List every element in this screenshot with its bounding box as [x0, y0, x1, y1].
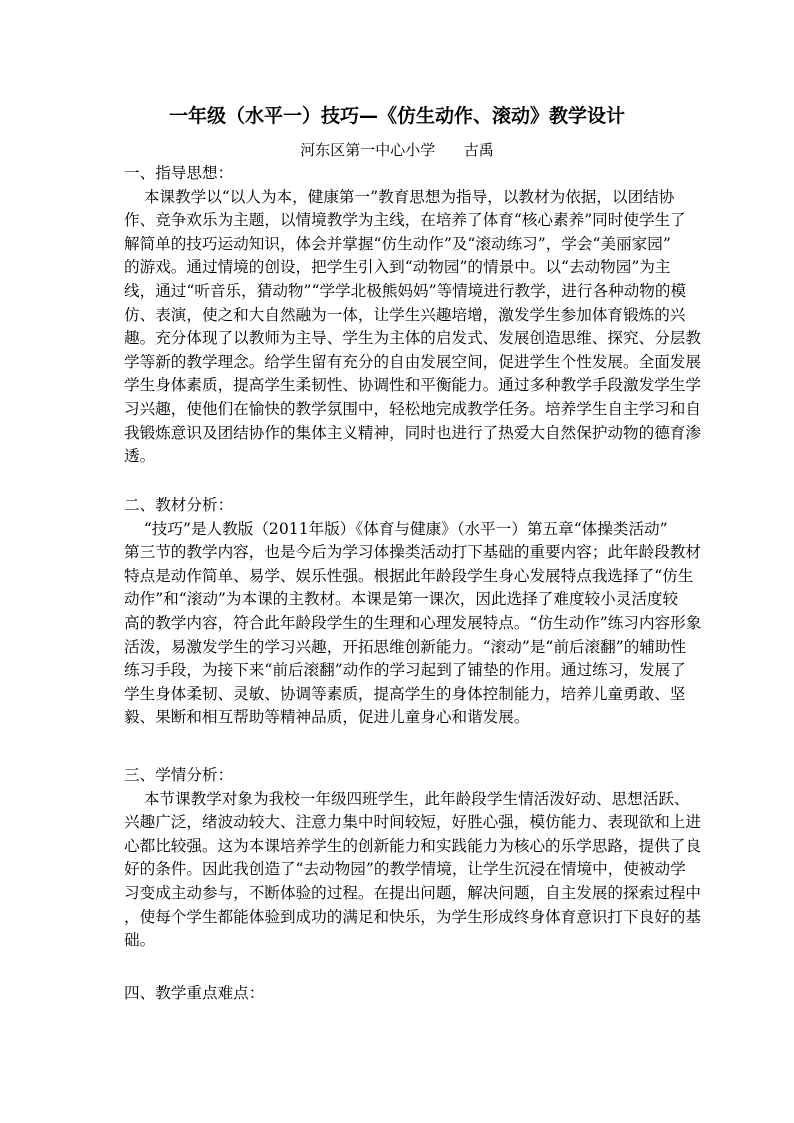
paragraph-line: ，使每个学生都能体验到成功的满足和快乐，为学生形成终身体育意识打下良好的基 — [124, 907, 701, 926]
paragraph-line: 第三节的教学内容，也是今后为学习体操类活动打下基础的重要内容；此年龄段教材 — [124, 543, 701, 562]
paragraph-line: 活泼，易激发学生的学习兴趣，开拓思维创新能力。“滚动”是“前后滚翻”的辅助性 — [124, 637, 687, 656]
paragraph-line: 兴趣广泛，绪波动较大、注意力集中时间较短，好胜心强，模仿能力、表现欲和上进 — [124, 813, 701, 832]
paragraph-line: 本节课教学对象为我校一年级四班学生，此年龄段学生情活泼好动、思想活跃、 — [124, 789, 690, 808]
paragraph-line: 学生身体素质，提高学生柔韧性、协调性和平衡能力。通过多种教学手段激发学生学 — [124, 376, 701, 395]
section-heading: 四、教学重点难点： — [124, 984, 265, 1002]
paragraph-line: 高的教学内容，符合此年龄段学生的生理和心理发展特点。“仿生动作”练习内容形象 — [124, 614, 702, 632]
section-heading: 一、指导思想： — [124, 164, 234, 182]
paragraph-line: 练习手段，为接下来“前后滚翻”动作的学习起到了铺垫的作用。通过练习，发展了 — [124, 661, 686, 680]
paragraph-line: 动作”和“滚动”为本课的主教材。本课是第一课次，因此选择了难度较小灵活度较 — [124, 590, 679, 609]
paragraph-line: 好的条件。因此我创造了“去动物园”的教学情境，让学生沉浸在情境中，使被动学 — [124, 860, 686, 879]
paragraph-line: 作、竞争欢乐为主题，以情境教学为主线，在培养了体育“核心素养”同时使学生了 — [124, 211, 686, 230]
paragraph-line: 习兴趣，使他们在愉快的教学氛围中，轻松地完成教学任务。培养学生自主学习和自 — [124, 400, 701, 418]
paragraph-line: “技巧”是人教版（2011年版）《体育与健康》（水平一）第五章“体操类活动” — [124, 519, 668, 538]
paragraph-line: 解简单的技巧运动知识，体会并掌握“仿生动作”及“滚动练习”，学会“美丽家园” — [124, 234, 671, 253]
paragraph-line: 仿、表演，使之和大自然融为一体，让学生兴趣培增，激发学生参加体育锻炼的兴 — [124, 305, 686, 324]
paragraph-line: 本课教学以“以人为本，健康第一”教育思想为指导，以教材为依据，以团结协 — [124, 187, 675, 206]
section-heading: 三、学情分析： — [124, 766, 234, 784]
paragraph-line: 学等新的教学理念。给学生留有充分的自由发展空间，促进学生个性发展。全面发展 — [124, 352, 701, 371]
paragraph-line: 线，通过“听音乐，猜动物”“学学北极熊妈妈”等情境进行教学，进行各种动物的模 — [124, 282, 687, 300]
paragraph-line: 透。 — [124, 447, 156, 466]
paragraph-line: 毅、果断和相互帮助等精神品质，促进儿童身心和谐发展。 — [124, 708, 530, 727]
paragraph-line: 我锻炼意识及团结协作的集体主义精神，同时也进行了热爱大自然保护动物的德育渗 — [124, 423, 701, 442]
paragraph-line: 心都比较强。这为本课培养学生的创新能力和实践能力为核心的乐学思路，提供了良 — [124, 836, 701, 855]
paragraph-line: 学生身体柔韧、灵敏、协调等素质，提高学生的身体控制能力，培养儿童勇敢、坚 — [124, 684, 686, 703]
paragraph-line: 的游戏。通过情境的创设，把学生引入到“动物园”的情景中。以“去动物园”为主 — [124, 258, 671, 277]
document-title: 一年级（水平一）技巧—《仿生动作、滚动》教学设计 — [168, 105, 625, 127]
paragraph-line: 趣。充分体现了以教师为主导、学生为主体的启发式、发展创造思维、探究、分层教 — [124, 329, 701, 348]
section-heading: 二、教材分析： — [124, 496, 234, 514]
paragraph-line: 础。 — [124, 931, 156, 950]
paragraph-line: 习变成主动参与，不断体验的过程。在提出问题，解决问题，自主发展的探索过程中 — [124, 884, 701, 902]
paragraph-line: 特点是动作简单、易学、娱乐性强。根据此年龄段学生身心发展特点我选择了“仿生 — [124, 566, 694, 585]
author-line: 河东区第一中心小学 古禹 — [300, 141, 494, 159]
